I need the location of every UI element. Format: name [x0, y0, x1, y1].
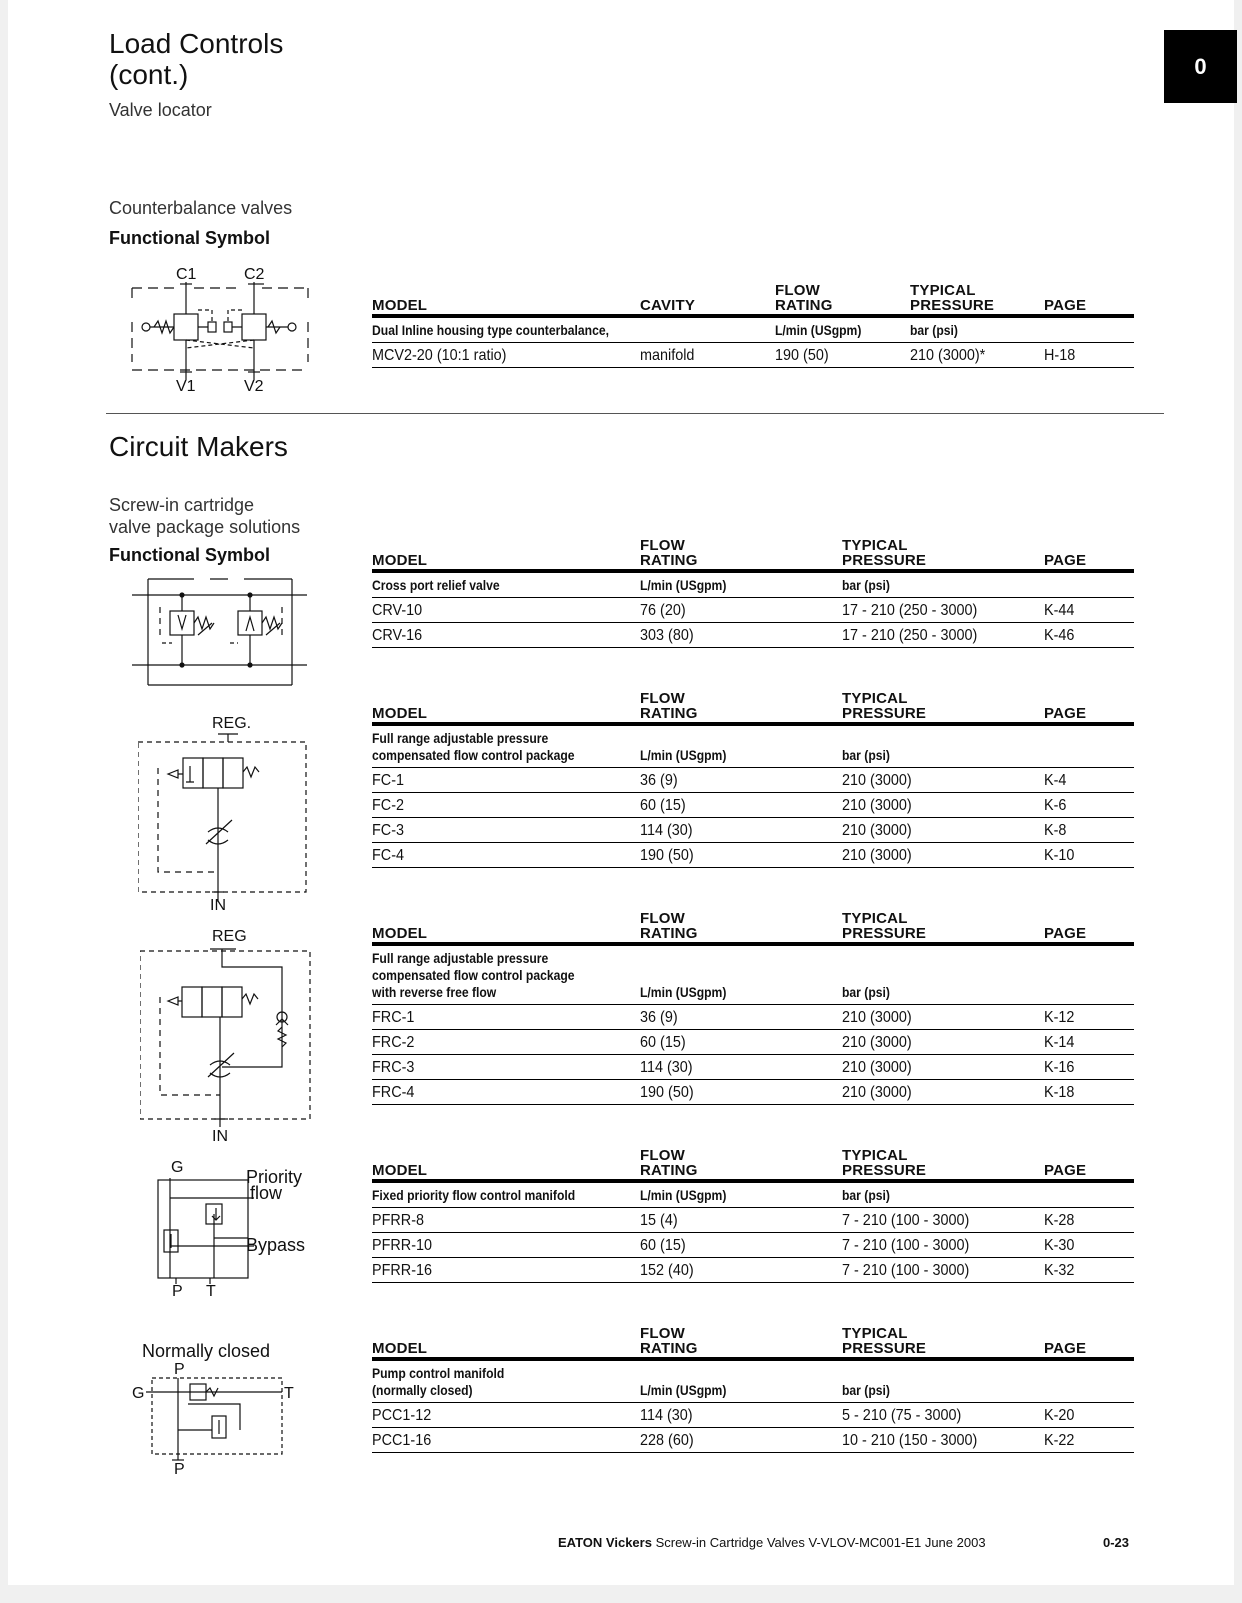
fc-table: MODEL FLOW RATING TYPICAL PRESSURE PAGE Full range adjustable pressure compensated flow control package L/min (USgpm) bar (psi) FC-1 36 (9) 210 (3000) K-4 FC-2 60 (15) 210 (3000) K-6 FC-3 114 (30) 210 (3000) K-8 FC-4 190 (50) 210 (3000) K-10	[372, 688, 1134, 868]
section-divider	[106, 413, 1164, 414]
col-pressure: TYPICAL PRESSURE	[910, 282, 995, 314]
crv-symbol	[132, 577, 307, 687]
page-number: 0-23	[1103, 1535, 1130, 1550]
port-c1: C1	[176, 266, 197, 283]
col-page: PAGE	[1044, 297, 1087, 314]
table-header	[372, 280, 1134, 318]
port-c2: C2	[244, 266, 265, 283]
page-subtitle: Valve locator	[109, 100, 212, 120]
pcc-table: MODEL FLOW RATING TYPICAL PRESSURE PAGE Pump control manifold (normally closed) L/min (USgpm) bar (psi) PCC1-12 114 (30) 5 - 210 (75 - 3000) K-20 PCC1-16 228 (60) 10 - 210 (150 - 3000) K-22	[372, 1323, 1134, 1453]
crv-table: MODEL FLOW RATING TYPICAL PRESSURE PAGE Cross port relief valve L/min (USgpm) bar (psi) CRV-10 76 (20) 17 - 210 (250 - 3000) K-44 CRV-16 303 (80) 17 - 210 (250 - 3000) K-46	[372, 535, 1134, 648]
label-flow: flow	[250, 1183, 283, 1203]
table-row: PCC1-16 228 (60) 10 - 210 (150 - 3000) K-22	[372, 1428, 1134, 1453]
footer-brand: EATON Vickers	[558, 1535, 652, 1550]
table-row: PCC1-12 114 (30) 5 - 210 (75 - 3000) K-20	[372, 1403, 1134, 1428]
table-row: PFRR-16 152 (40) 7 - 210 (100 - 3000) K-32	[372, 1258, 1134, 1283]
footer-text	[558, 1535, 986, 1550]
pcc-symbol	[132, 1340, 307, 1475]
label-in: IN	[212, 1128, 228, 1145]
pfrr-symbol	[150, 1158, 315, 1298]
col-model: MODEL	[372, 297, 428, 314]
label-reg: REG	[212, 928, 247, 945]
table-row: FC-2 60 (15) 210 (3000) K-6	[372, 793, 1134, 818]
table-row: CRV-10 76 (20) 17 - 210 (250 - 3000) K-44	[372, 598, 1134, 623]
counterbalance-heading: Counterbalance valves	[109, 198, 293, 218]
table-row: PFRR-10 60 (15) 7 - 210 (100 - 3000) K-30	[372, 1233, 1134, 1258]
table-row: FRC-3 114 (30) 210 (3000) K-16	[372, 1055, 1134, 1080]
table-row: FRC-2 60 (15) 210 (3000) K-14	[372, 1030, 1134, 1055]
pfrr-table: MODEL FLOW RATING TYPICAL PRESSURE PAGE Fixed priority flow control manifold L/min (USgpm) bar (psi) PFRR-8 15 (4) 7 - 210 (100 - 3000) K-28 PFRR-10 60 (15) 7 - 210 (100 - 3000) K-30 PFRR-16 152 (40) 7 - 210 (100 - 3000) K-32	[372, 1145, 1134, 1283]
functional-symbol-label: Functional Symbol	[109, 545, 271, 565]
fc-symbol	[138, 712, 308, 912]
table-row: PFRR-8 15 (4) 7 - 210 (100 - 3000) K-28	[372, 1208, 1134, 1233]
table-row: FRC-1 36 (9) 210 (3000) K-12	[372, 1005, 1134, 1030]
counterbalance-table	[372, 280, 1134, 368]
label-reg: REG.	[212, 715, 252, 732]
table-row: FC-4 190 (50) 210 (3000) K-10	[372, 843, 1134, 868]
label-g: G	[132, 1385, 145, 1402]
table-row: FC-1 36 (9) 210 (3000) K-4	[372, 768, 1134, 793]
label-normally-closed: Normally closed	[142, 1341, 271, 1361]
label-t: T	[206, 1283, 216, 1298]
table-row: FC-3 114 (30) 210 (3000) K-8	[372, 818, 1134, 843]
counterbalance-symbol	[128, 262, 313, 402]
port-v1: V1	[176, 378, 196, 395]
label-p-bottom: P	[174, 1461, 185, 1475]
frc-symbol	[140, 927, 312, 1147]
page-title-line2: (cont.)	[109, 59, 189, 90]
label-bypass: Bypass	[246, 1235, 306, 1255]
label-priority: Priority	[246, 1167, 303, 1187]
table-row: FRC-4 190 (50) 210 (3000) K-18	[372, 1080, 1134, 1105]
circuit-makers-title: Circuit Makers	[109, 431, 288, 462]
col-cavity: CAVITY	[640, 297, 696, 314]
port-v2: V2	[244, 378, 264, 395]
functional-symbol-label: Functional Symbol	[109, 228, 271, 248]
table-row: CRV-16 303 (80) 17 - 210 (250 - 3000) K-46	[372, 623, 1134, 648]
label-g: G	[171, 1159, 184, 1176]
page-title-line1: Load Controls	[109, 28, 284, 59]
page-title	[109, 28, 283, 90]
col-flow: FLOW RATING	[775, 282, 833, 314]
label-p-top: P	[174, 1361, 185, 1378]
label-in: IN	[210, 897, 226, 912]
table-group-row: Dual Inline housing type counterbalance, L/min (USgpm) bar (psi)	[372, 318, 1134, 343]
table-row: MCV2-20 (10:1 ratio) manifold 190 (50) 210 (3000)* H-18	[372, 343, 1134, 368]
section-tab: 0	[1164, 30, 1237, 103]
circuit-makers-subtitle: Screw-in cartridge valve package solutions	[109, 495, 301, 537]
footer-doc: Screw-in Cartridge Valves V-VLOV-MC001-E1 June 2003	[655, 1535, 986, 1550]
frc-table: MODEL FLOW RATING TYPICAL PRESSURE PAGE Full range adjustable pressure compensated flow control package with reverse free flow L/min (USgpm) bar (psi) FRC-1 36 (9) 210 (3000) K-12 FRC-2 60 (15) 210 (3000) K-14 FRC-3 114 (30) 210 (3000) K-16 FRC-4 190 (50) 210 (3000) K-18	[372, 908, 1134, 1105]
label-t: T	[284, 1385, 294, 1402]
label-p: P	[172, 1283, 183, 1298]
